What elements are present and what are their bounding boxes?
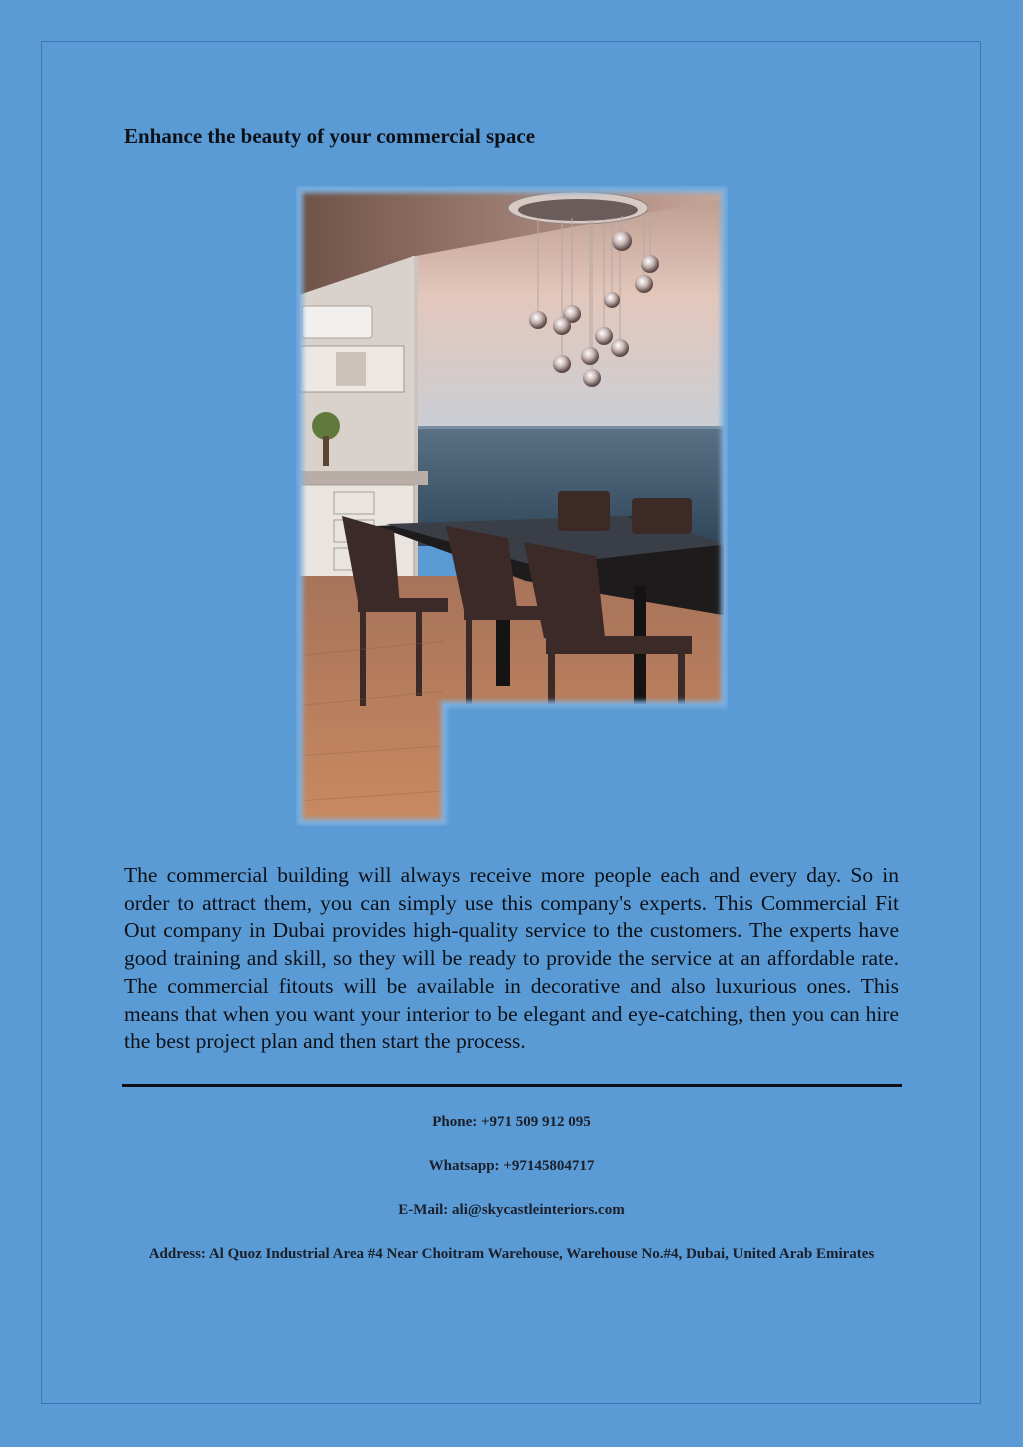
body-paragraph: The commercial building will always receive more people each and every day. So in order to attract them, you can simply use this company's experts. This Commercial Fit Out company in Dubai provides high-quality service to the customers. The experts have good training and skill, so they will be ready to provide the service at an affordable rate. The commercial fitouts will be available in decorative and also luxurious ones. This means that when you want your interior to be elegant and eye-catching, then you can hire the best project plan and then start the process. <box>124 863 899 1054</box>
page-heading: Enhance the beauty of your commercial space <box>124 124 536 148</box>
divider-rule <box>122 1084 902 1087</box>
dining-room-sea-view-image <box>296 186 728 826</box>
contact-email: E-Mail: ali@skycastleinteriors.com <box>398 1202 625 1218</box>
contact-phone: Phone: +971 509 912 095 <box>432 1114 591 1130</box>
contact-address: Address: Al Quoz Industrial Area #4 Near Choitram Warehouse, Warehouse No.#4, Dubai, United Arab Emirates <box>148 1246 875 1262</box>
contact-whatsapp: Whatsapp: +97145804717 <box>428 1158 595 1174</box>
